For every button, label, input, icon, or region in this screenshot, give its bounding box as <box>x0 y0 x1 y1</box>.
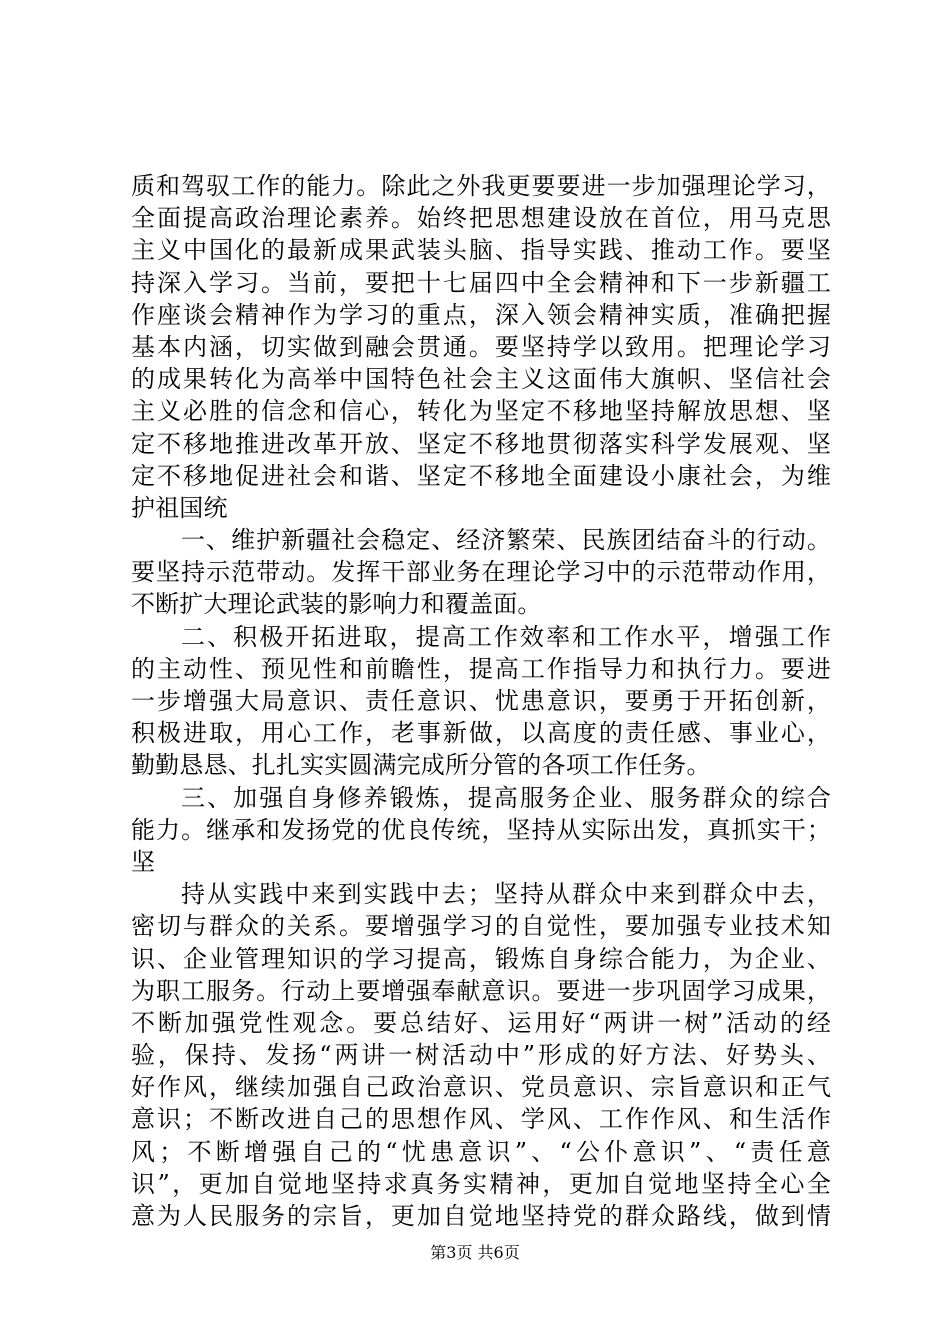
text-line: 持深入学习。当前，要把十七届四中全会精神和下一步新疆工 <box>131 268 831 297</box>
text-line: 能力。继承和发扬党的优良传统，坚持从实际出发，真抓实干； <box>131 815 831 844</box>
text-line: 主义中国化的最新成果武装头脑、指导实践、推动工作。要坚 <box>131 236 831 265</box>
text-line: 不断扩大理论武装的影响力和覆盖面。 <box>131 590 542 619</box>
text-line: 不断加强党性观念。要总结好、运用好“两讲一树”活动的经 <box>131 1008 831 1037</box>
text-line: 定不移地促进社会和谐、坚定不移地全面建设小康社会，为维 <box>131 461 831 490</box>
text-line: 好作风，继续加强自己政治意识、党员意识、宗旨意识和正气 <box>131 1073 831 1102</box>
text-line: 密切与群众的关系。要增强学习的自觉性，要加强专业技术知 <box>131 912 831 941</box>
text-line: 勤勤恳恳、扎扎实实圆满完成所分管的各项工作任务。 <box>131 751 711 780</box>
text-line: 定不移地推进改革开放、坚定不移地贯彻落实科学发展观、坚 <box>131 429 831 458</box>
text-line: 为职工服务。行动上要增强奉献意识。要进一步巩固学习成果， <box>131 976 831 1005</box>
paragraph-first-line: 一、维护新疆社会稳定、经济繁荣、民族团结奋斗的行动。 <box>181 526 831 555</box>
text-line: 作座谈会精神作为学习的重点，深入领会精神实质，准确把握 <box>131 300 831 329</box>
paragraph-first-line: 三、加强自身修养锻炼，提高服务企业、服务群众的综合 <box>181 783 831 812</box>
text-line: 的成果转化为高举中国特色社会主义这面伟大旗帜、坚信社会 <box>131 365 831 394</box>
text-line: 护祖国统 <box>131 493 228 522</box>
paragraph-first-line: 持从实践中来到实践中去；坚持从群众中来到群众中去， <box>181 880 831 909</box>
document-body <box>131 170 831 1232</box>
text-line: 基本内涵，切实做到融会贯通。要坚持学以致用。把理论学习 <box>131 332 831 361</box>
text-line: 验，保持、发扬“两讲一树活动中”形成的好方法、好势头、 <box>131 1041 831 1070</box>
text-line: 的主动性、预见性和前瞻性，提高工作指导力和执行力。要进 <box>131 654 831 683</box>
text-line: 要坚持示范带动。发挥干部业务在理论学习中的示范带动作用， <box>131 558 831 587</box>
text-line: 质和驾驭工作的能力。除此之外我更要要进一步加强理论学习， <box>131 172 831 200</box>
text-line: 识”，更加自觉地坚持求真务实精神，更加自觉地坚持全心全 <box>131 1169 831 1198</box>
paragraph-first-line: 二、积极开拓进取，提高工作效率和工作水平，增强工作 <box>181 622 831 651</box>
page-number-footer: 第3页 共6页 <box>430 1243 520 1262</box>
text-line: 风；不断增强自己的“忧患意识”、“公仆意识”、“责任意 <box>131 1137 831 1166</box>
text-line: 意识；不断改进自己的思想作风、学风、工作作风、和生活作 <box>131 1105 831 1134</box>
text-line: 全面提高政治理论素养。始终把思想建设放在首位，用马克思 <box>131 204 831 233</box>
text-line: 一步增强大局意识、责任意识、忧患意识，要勇于开拓创新， <box>131 687 831 715</box>
text-line: 识、企业管理知识的学习提高，锻炼自身综合能力，为企业、 <box>131 944 831 973</box>
text-line: 坚 <box>131 847 156 876</box>
text-line: 意为人民服务的宗旨，更加自觉地坚持党的群众路线，做到情 <box>131 1202 831 1230</box>
text-line: 主义必胜的信念和信心，转化为坚定不移地坚持解放思想、坚 <box>131 397 831 426</box>
text-line: 积极进取，用心工作，老事新做，以高度的责任感、事业心， <box>131 719 831 748</box>
